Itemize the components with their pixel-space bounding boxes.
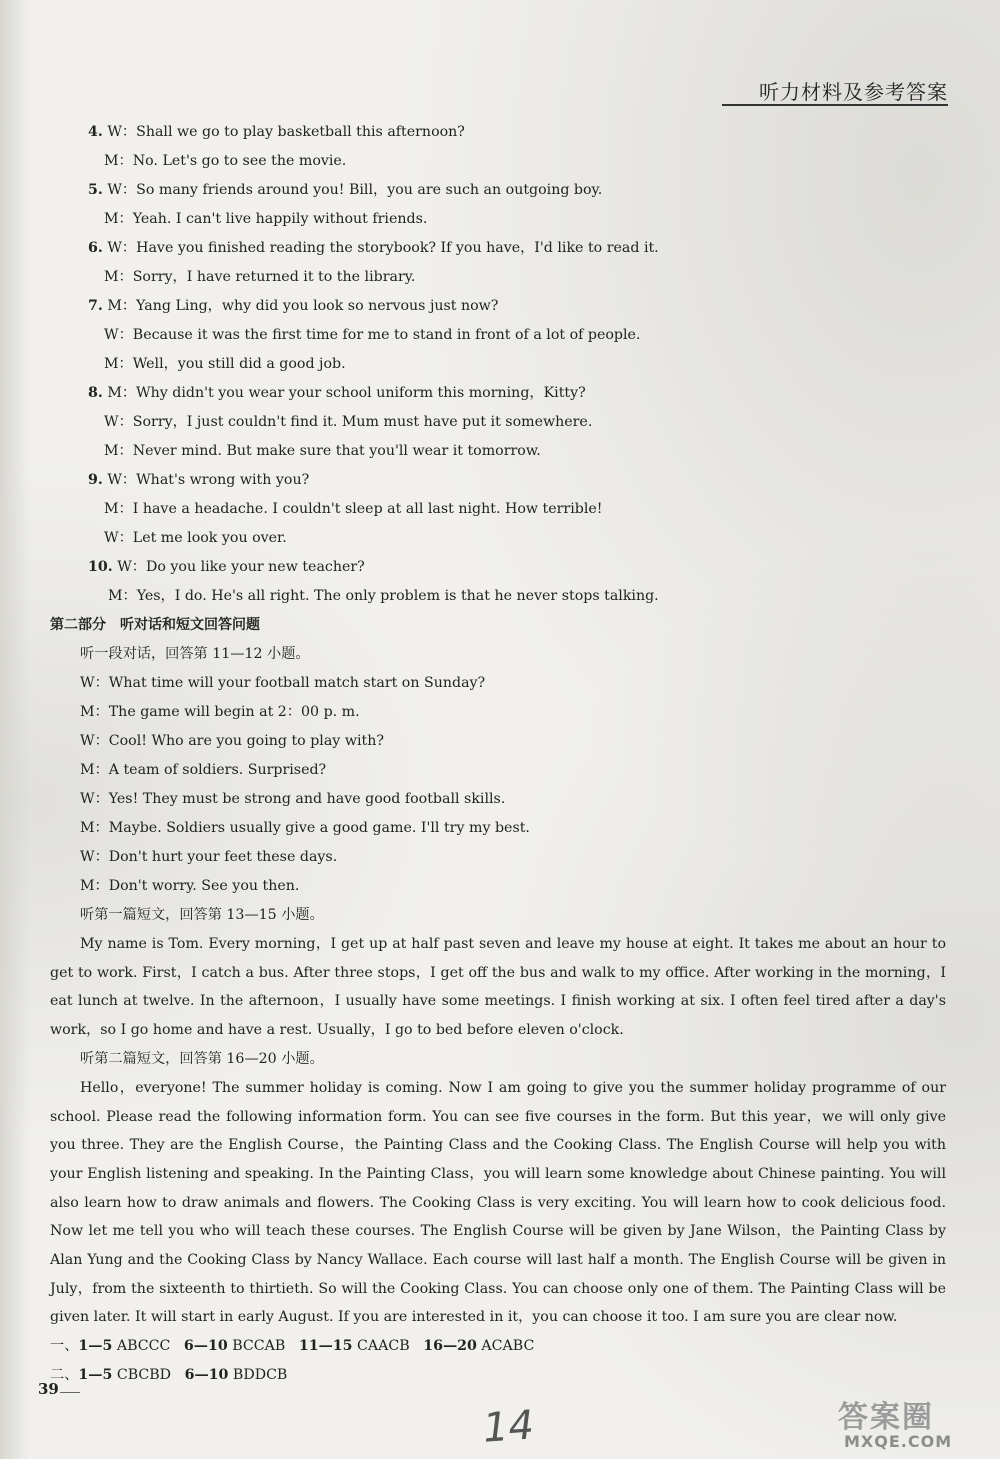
dialogue-line bbox=[50, 524, 946, 553]
dialogue-text: W：Sorry，I just couldn't find it. Mum must have put it somewhere. bbox=[104, 414, 593, 430]
answer-value: BDDCB bbox=[232, 1367, 288, 1384]
answer-line-2 bbox=[50, 1361, 946, 1390]
dialogue-line: W：Don't hurt your feet these days. bbox=[80, 849, 338, 865]
passage2-text: Hello，everyone! The summer holiday is coming. Now I am going to give you the summer holiday programme of our school. Please read the following information form. You can see five courses in the form. But this year，we will only give you three. They are the English Course，the Painting Class and the Cooking Class. The English Course will help you with your English listening and speaking. In the Painting Class，you will learn some knowledge about Chinese painting. You will also learn how to draw animals and flowers. The Cooking Class is very exciting. You will learn how to cook delicious food. Now let me tell you who will teach these courses. The English Course will be given by Jane Wilson，the Painting Class by Alan Yung and the Cooking Class by Nancy Wallace. Each course will last half a month. The English Course will be given in July，from the sixteenth to thirtieth. So will the Cooking Class. You can choose only one of them. The Painting Class will be given later. It will start in early August. If you are interested in it，you can choose it too. I am sure you are clear now. bbox=[50, 1079, 946, 1326]
dialogue-text: M：Never mind. But make sure that you'll wear it tomorrow. bbox=[104, 443, 541, 459]
dialogue-text: W：Shall we go to play basketball this afternoon? bbox=[107, 124, 465, 140]
answer-range: 16—20 bbox=[423, 1338, 477, 1355]
passage2-intro: 听第二篇短文，回答第 16—20 小题。 bbox=[80, 1050, 324, 1067]
dialogue-intro: 听一段对话，回答第 11—12 小题。 bbox=[80, 646, 310, 662]
watermark-url: MXQE.COM bbox=[844, 1432, 953, 1451]
dialogue-line: W：Yes! They must be strong and have good football skills. bbox=[80, 791, 506, 807]
dialogue-line bbox=[50, 292, 946, 321]
question-number: 7. bbox=[88, 298, 103, 314]
dialogue-line bbox=[50, 263, 946, 292]
dialogue-text: W：Let me look you over. bbox=[104, 530, 287, 546]
answer-range: 1—5 bbox=[78, 1367, 113, 1384]
dialogue-text: M：Why didn't you wear your school uniform this morning，Kitty? bbox=[107, 385, 586, 401]
answer-range: 6—10 bbox=[184, 1367, 229, 1384]
dialogue-line bbox=[50, 582, 946, 611]
dialogue-line bbox=[50, 118, 946, 147]
dialogue-line bbox=[50, 495, 946, 524]
answer-value: CBCBD bbox=[116, 1367, 172, 1384]
dialogue-line bbox=[50, 379, 946, 408]
dialogue-line bbox=[50, 466, 946, 495]
answer-value: ACABC bbox=[481, 1338, 535, 1355]
question-number: 6. bbox=[88, 240, 103, 256]
answer-prefix: 二、 bbox=[50, 1367, 79, 1384]
dialogue-line bbox=[50, 408, 946, 437]
watermark bbox=[838, 1392, 986, 1454]
dialogue-line: W：Cool! Who are you going to play with? bbox=[80, 733, 384, 749]
dialogue-text: M：No. Let's go to see the movie. bbox=[104, 153, 347, 169]
dialogue-line: M：The game will begin at 2：00 p. m. bbox=[80, 704, 360, 720]
question-number: 10. bbox=[88, 559, 113, 575]
handwritten-number: 14 bbox=[481, 1402, 536, 1452]
dialogue-text: M：I have a headache. I couldn't sleep at all last night. How terrible! bbox=[104, 501, 603, 517]
dialogue-7 bbox=[50, 292, 946, 379]
page-number-rule bbox=[60, 1392, 80, 1393]
dialogue-text: M：Sorry，I have returned it to the library. bbox=[104, 269, 416, 285]
answer-value: BCCAB bbox=[232, 1338, 286, 1355]
dialogue-9 bbox=[50, 466, 946, 553]
answer-prefix: 一、 bbox=[50, 1338, 79, 1355]
dialogue-line bbox=[50, 205, 946, 234]
dialogue-10 bbox=[50, 553, 946, 611]
dialogue-6 bbox=[50, 234, 946, 292]
dialogue-line bbox=[50, 234, 946, 263]
dialogue-line: M：Maybe. Soldiers usually give a good game. I'll try my best. bbox=[80, 820, 530, 836]
dialogue-line: M：A team of soldiers. Surprised? bbox=[80, 762, 327, 778]
dialogue-4 bbox=[50, 118, 946, 176]
answer-value: ABCCC bbox=[116, 1338, 171, 1355]
content bbox=[50, 118, 946, 1390]
page-number: 39 bbox=[38, 1380, 59, 1398]
question-number: 5. bbox=[88, 182, 103, 198]
page-shadow bbox=[0, 0, 30, 1459]
dialogue-text: W：Because it was the first time for me to stand in front of a lot of people. bbox=[104, 327, 641, 343]
watermark-logo: 答案圈 bbox=[838, 1400, 934, 1435]
dialogue-text: M：Well，you still did a good job. bbox=[104, 356, 346, 372]
header-title: 听力材料及参考答案 bbox=[759, 80, 948, 104]
header-bar bbox=[722, 76, 948, 106]
answer-value: CAACB bbox=[357, 1338, 410, 1355]
dialogue-text: M：Yang Ling，why did you look so nervous just now? bbox=[107, 298, 499, 314]
passage1-intro: 听第一篇短文，回答第 13—15 小题。 bbox=[80, 907, 324, 923]
dialogue-line bbox=[50, 553, 946, 582]
dialogue-line bbox=[50, 350, 946, 379]
answer-line-1 bbox=[50, 1332, 946, 1361]
dialogue-5 bbox=[50, 176, 946, 234]
dialogue-text: W：So many friends around you! Bill，you are such an outgoing boy. bbox=[107, 182, 603, 198]
dialogue-line bbox=[50, 437, 946, 466]
dialogue-text: W：Have you finished reading the storybook? If you have，I'd like to read it. bbox=[107, 240, 659, 256]
question-number: 9. bbox=[88, 472, 103, 488]
question-number: 8. bbox=[88, 385, 103, 401]
dialogue-text: M：Yes，I do. He's all right. The only problem is that he never stops talking. bbox=[108, 588, 659, 604]
answer-range: 11—15 bbox=[298, 1338, 353, 1355]
answer-range: 1—5 bbox=[78, 1338, 113, 1355]
question-number: 4. bbox=[88, 124, 103, 140]
dialogue-8 bbox=[50, 379, 946, 466]
part2-dialogue bbox=[50, 669, 946, 901]
dialogue-line bbox=[50, 176, 946, 205]
answer-range: 6—10 bbox=[183, 1338, 228, 1355]
dialogue-text: W：What's wrong with you? bbox=[107, 472, 310, 488]
dialogue-line: W：What time will your football match start on Sunday? bbox=[80, 675, 486, 691]
section-title: 第二部分 听对话和短文回答问题 bbox=[50, 617, 260, 633]
dialogue-text: M：Yeah. I can't live happily without friends. bbox=[104, 211, 428, 227]
passage1-text: My name is Tom. Every morning，I get up at half past seven and leave my house at eight. It takes me about an hour to get to work. First，I catch a bus. After three stops，I get off the bus and walk to my office. After working in the morning，I eat lunch at twelve. In the afternoon，I usually have some meetings. I finish working at six. I often feel tired after a day's work，so I go home and have a rest. Usually，I go to bed before eleven o'clock. bbox=[50, 936, 946, 1039]
dialogue-line bbox=[50, 147, 946, 176]
dialogue-line: M：Don't worry. See you then. bbox=[80, 878, 300, 894]
dialogue-line bbox=[50, 321, 946, 350]
dialogue-text: W：Do you like your new teacher? bbox=[117, 559, 365, 575]
